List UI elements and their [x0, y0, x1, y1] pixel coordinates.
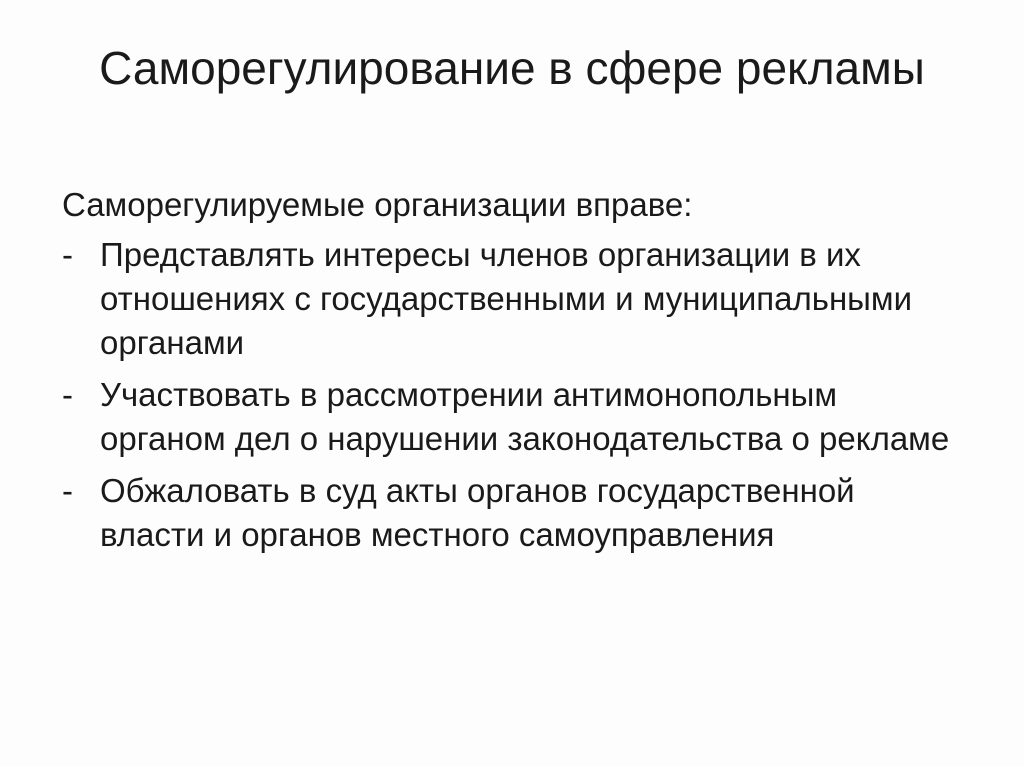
- bullet-dash: -: [62, 376, 73, 413]
- bullet-text: Обжаловать в суд акты органов государственной власти и органов местного самоуправления: [100, 472, 855, 553]
- bullet-item: [62, 373, 962, 461]
- bullet-list: [62, 233, 962, 565]
- bullet-item: [62, 233, 962, 365]
- bullet-text: Участвовать в рассмотрении антимонопольным органом дел о нарушении законодательства о рекламе: [100, 376, 950, 457]
- slide-intro: Саморегулируемые организации вправе:: [62, 186, 693, 223]
- bullet-text: Представлять интересы членов организации в их отношениях с государственными и муниципальными органами: [100, 236, 913, 361]
- slide-title: Саморегулирование в сфере рекламы: [99, 42, 925, 94]
- bullet-dash: -: [62, 472, 73, 509]
- bullet-dash: -: [62, 236, 73, 273]
- bullet-item: [62, 469, 962, 557]
